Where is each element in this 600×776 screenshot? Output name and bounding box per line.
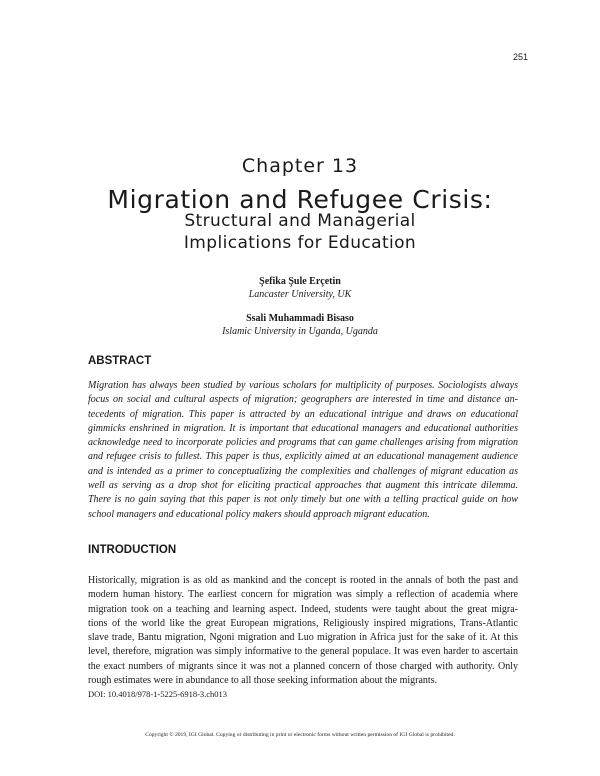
abstract-line: and is intended as a primer to conceptualizing the complexities and challenges of migrant education as — [88, 465, 518, 477]
abstract-line: gimmicks enshrined in migration. It is important that educational managers and educational authorities — [88, 422, 518, 434]
chapter-title: Migration and Refugee Crisis: — [107, 185, 493, 214]
abstract-line: focus on social and cultural aspects of migration; geographers are interested in time and distance an- — [88, 394, 518, 406]
chapter-subtitle-line: Implications for Education — [183, 233, 417, 253]
introduction-line: migration took on a teaching and learning aspect. Indeed, students were taught about the great migra- — [88, 603, 518, 615]
author-affiliation: Lancaster University, UK — [248, 289, 352, 300]
introduction-line: tions of the world like the great European migrations, Religiously inspired migrations, Trans-Atlantic — [88, 617, 518, 629]
copyright-notice: Copyright © 2019, IGI Global. Copying or distributing in print or electronic forms without written permission of IGI Global is prohibited. — [145, 732, 455, 738]
page-number: 251 — [512, 52, 528, 62]
abstract-line: acknowledge need to incorporate policies and programs that can game challenges arising from migration — [88, 437, 518, 449]
abstract-heading: ABSTRACT — [88, 355, 152, 367]
doi: DOI: 10.4018/978-1-5225-6918-3.ch013 — [88, 689, 228, 699]
introduction-line: modern human history. The earliest concern for migration was simply a reflection of academia where — [88, 589, 518, 601]
abstract-line: Migration has always been studied by various scholars for multiplicity of purposes. Sociologists always — [88, 380, 518, 391]
introduction-line: Historically, migration is as old as mankind and the concept is rooted in the annals of both the past and — [88, 575, 518, 586]
abstract-line: tecedents of migration. This paper is attracted by an educational intrigue and draws on educational — [88, 408, 518, 420]
abstract-line: school managers and educational policy makers should approach migrant education. — [88, 508, 430, 520]
introduction-line: rough estimates were in abundance to all those seeking information about the migrants. — [88, 675, 438, 687]
introduction-line: level, therefore, migration was simply informative to the general populace. It was even harder to ascertain — [88, 646, 518, 658]
abstract-line: well as serving as a drop shot for eliciting practical approaches that augment this intricate dilemma. — [88, 480, 518, 492]
introduction-line: slave trade, Bantu migration, Ngoni migration and Luo migration in Africa just for the sake of it. At this — [88, 632, 518, 644]
chapter-label: Chapter 13 — [241, 155, 359, 177]
introduction-body — [88, 574, 518, 688]
author-name: Şefika Şule Erçetin — [259, 276, 341, 287]
abstract-line: There is no gain saying that this paper is not only timely but one with a telling practical guide on how — [88, 494, 518, 506]
author-affiliation: Islamic University in Uganda, Uganda — [222, 326, 378, 337]
introduction-heading: INTRODUCTION — [88, 544, 177, 556]
introduction-line: the exact numbers of migrants since it was not a planned concern of those charged with authority. Only — [88, 660, 518, 672]
author-name: Ssali Muhammadi Bisaso — [246, 313, 354, 324]
abstract-body — [88, 379, 518, 522]
abstract-line: and refugee crisis to fullest. This paper is thus, explicitly aimed at an educational management audience — [88, 451, 518, 463]
chapter-subtitle-line: Structural and Managerial — [184, 211, 416, 231]
